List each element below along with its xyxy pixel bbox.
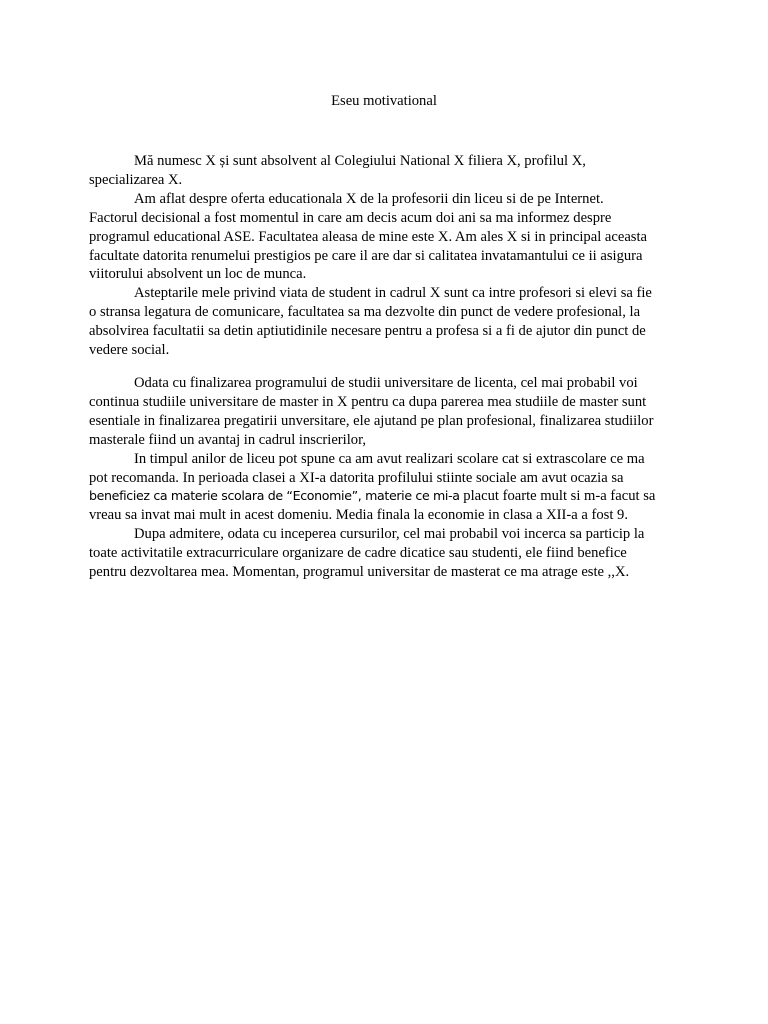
text-line: masterale fiind un avantaj in cadrul inscrierilor, bbox=[89, 431, 366, 448]
document-title: Eseu motivational bbox=[331, 93, 437, 109]
paragraph-master-plans bbox=[89, 374, 680, 450]
text-line: Am aflat despre oferta educationala X de la profesorii din liceu si de pe Internet. bbox=[134, 190, 604, 207]
text-line: Dupa admitere, odata cu inceperea cursurilor, cel mai probabil voi incerca sa particip la bbox=[134, 526, 645, 543]
text-line: In timpul anilor de liceu pot spune ca am avut realizari scolare cat si extrascolare ce ma bbox=[134, 450, 645, 467]
paragraph-after-admission bbox=[89, 525, 680, 582]
text-line-mixed bbox=[89, 487, 680, 506]
text-line: absolvirea facultatii sa detin aptiutidinile necesare pentru a profesa si a fi de ajutor din punct de bbox=[89, 323, 646, 340]
text-line: Asteptarile mele privind viata de student in cadrul X sunt ca intre profesori si elevi sa fie bbox=[134, 285, 652, 302]
text-line: Factorul decisional a fost momentul in care am decis acum doi ani sa ma informez despre bbox=[89, 209, 612, 226]
text-line: viitorului absolvent un loc de munca. bbox=[89, 266, 307, 283]
alt-font-fragment: beneficiez ca materie scolara de “Economie”, materie ce mi-a bbox=[89, 488, 460, 504]
essay-body-top bbox=[89, 152, 680, 360]
text-line: esentiale in finalizarea pregatirii unversitare, ele ajutand pe plan profesional, finalizarea studiilor bbox=[89, 412, 654, 429]
paragraph-high-school bbox=[89, 450, 680, 526]
text-line: pot recomanda. In perioada clasei a XI-a datorita profilului stiinte sociale am avut ocazia sa bbox=[89, 469, 624, 486]
text-line: Mă numesc X și sunt absolvent al Colegiului National X filiera X, profilul X, bbox=[134, 153, 586, 169]
text-line: o stransa legatura de comunicare, facultatea sa ma dezvolte din punct de vedere profesional, la bbox=[89, 304, 641, 321]
paragraph-expectations bbox=[89, 284, 680, 360]
text-line: toate activitatile extracurriculare organizare de cadre dicatice sau studenti, ele fiind benefice bbox=[89, 545, 627, 562]
paragraph-motivation bbox=[89, 190, 680, 285]
essay-body-bottom bbox=[89, 374, 680, 582]
text-line: vedere social. bbox=[89, 342, 170, 359]
text-line: continua studiile universitare de master in X pentru ca dupa parerea mea studiile de master sunt bbox=[89, 393, 647, 410]
text-line: vreau sa invat mai mult in acest domeniu. Media finala la economie in clasa a XII-a a fost 9. bbox=[89, 507, 628, 524]
paragraph-introduction bbox=[89, 152, 680, 190]
text-line: facultate datorita renumelui prestigios pe care il are dar si calitatea invatamantului ce ii asigura bbox=[89, 247, 643, 264]
text-line: specializarea X. bbox=[89, 171, 183, 188]
text-line: Odata cu finalizarea programului de studii universitare de licenta, cel mai probabil voi bbox=[134, 375, 638, 391]
regular-font-fragment: placut foarte mult si m-a facut sa bbox=[459, 488, 656, 505]
text-line: pentru dezvoltarea mea. Momentan, programul universitar de masterat ce ma atrage este ,,X. bbox=[89, 564, 630, 581]
text-line: programul educational ASE. Facultatea aleasa de mine este X. Am ales X si in principal aceasta bbox=[89, 228, 648, 245]
